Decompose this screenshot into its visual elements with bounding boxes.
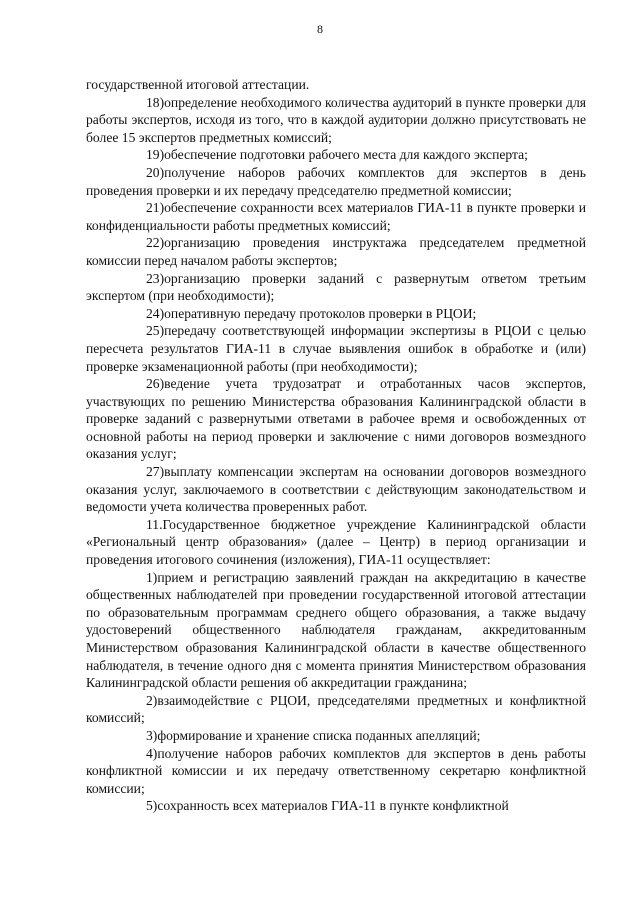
item-number: 1): [146, 569, 158, 585]
item-text: организацию проверки заданий с развернутым ответом третьим экспертом (при необходимости);: [86, 270, 586, 304]
item-text: обеспечение подготовки рабочего места для каждого эксперта;: [164, 147, 528, 163]
item-text: передачу соответствующей информации экспертизы в РЦОИ с целью пересчета результатов ГИА-11 в случае выявления ошибок в обработке и (или) проверке экзаменационной работы (при необходимости);: [86, 323, 586, 374]
item-number: 5): [146, 798, 158, 814]
list-item: [86, 569, 586, 692]
item-text: сохранность всех материалов ГИА-11 в пункте конфликтной: [157, 798, 509, 814]
item-text: формирование и хранение списка поданных апелляций;: [157, 727, 481, 743]
item-text: определение необходимого количества аудиторий в пункте проверки для работы экспертов, исходя из того, что в каждой аудитории должно присутствовать не более 15 экспертов предметных комиссий;: [86, 94, 586, 145]
list-item: [86, 234, 586, 269]
list-item: [86, 322, 586, 375]
item-number: 21): [146, 200, 165, 216]
item-number: 22): [146, 235, 165, 251]
item-text: организацию проведения инструктажа председателем предметной комиссии перед началом работы экспертов;: [86, 235, 586, 268]
item-number: 19): [146, 147, 165, 163]
section-11: [86, 516, 586, 569]
list-item: [86, 164, 586, 199]
list-item: [86, 270, 586, 305]
item-number: 20): [146, 164, 165, 180]
document-body: [86, 76, 586, 815]
item-number: 18): [146, 94, 165, 110]
item-number: 24): [146, 305, 165, 321]
list-item: [86, 692, 586, 727]
list-item: [86, 94, 586, 147]
continuation-paragraph: государственной итоговой аттестации.: [86, 77, 310, 92]
item-number: 2): [146, 692, 158, 708]
item-text: оперативную передачу протоколов проверки в РЦОИ;: [164, 305, 477, 321]
list-item: [86, 146, 586, 164]
item-number: 25): [146, 323, 165, 339]
page-number: 8: [317, 22, 323, 36]
list-b: [86, 569, 586, 815]
list-item: [86, 199, 586, 234]
list-item: [86, 463, 586, 516]
list-item: [86, 797, 586, 815]
list-a: [86, 94, 586, 516]
item-text: прием и регистрацию заявлений граждан на аккредитацию в качестве общественных наблюдателей при проведении государственной итоговой аттестации по образовательным программам среднего общего образования, а также выдачу удостоверений общественного наблюдателя гражданам, аккредитованным Министерством образования Калининградской области в качестве общественного наблюдателя, в течение одного дня с момента принятия Министерством образования Калининградской области решения об аккредитации гражданина;: [86, 569, 586, 691]
item-text: ведение учета трудозатрат и отработанных часов экспертов, участвующих по решению Министерства образования Калининградской области в проверке заданий с развернутыми ответами в рабочее время и освобожденных от основной работы на период проверки и заключение с ними договоров возмездного оказания услуг;: [86, 376, 586, 462]
list-item: [86, 305, 586, 323]
item-number: 26): [146, 376, 165, 392]
item-number: 4): [146, 745, 158, 761]
section-text: Государственное бюджетное учреждение Калининградской области «Региональный центр образования» (далее – Центр) в период организации и проведения итогового сочинения (изложения), ГИА-11 осуществляет:: [86, 516, 586, 568]
list-item: [86, 745, 586, 798]
list-item: [86, 375, 586, 463]
item-text: получение наборов рабочих комплектов для экспертов в день проведения проверки и их передачу председателю предметной комиссии;: [86, 164, 586, 198]
item-text: обеспечение сохранности всех материалов ГИА-11 в пункте проверки и конфиденциальности работы предметных комиссий;: [86, 200, 586, 233]
item-number: 23): [146, 270, 165, 286]
section-number: 11.: [146, 516, 163, 532]
item-number: 27): [146, 464, 165, 480]
item-number: 3): [146, 727, 158, 743]
item-text: взаимодействие с РЦОИ, председателями предметных и конфликтной комиссий;: [86, 692, 586, 726]
list-item: [86, 727, 586, 745]
item-text: получение наборов рабочих комплектов для экспертов в день работы конфликтной комиссии и их передачу ответственному секретарю конфликтной комиссии;: [86, 745, 586, 796]
item-text: выплату компенсации экспертам на основании договоров возмездного оказания услуг, заключаемого в соответствии с действующим законодательством и ведомости учета количества проверенных работ.: [86, 464, 586, 515]
